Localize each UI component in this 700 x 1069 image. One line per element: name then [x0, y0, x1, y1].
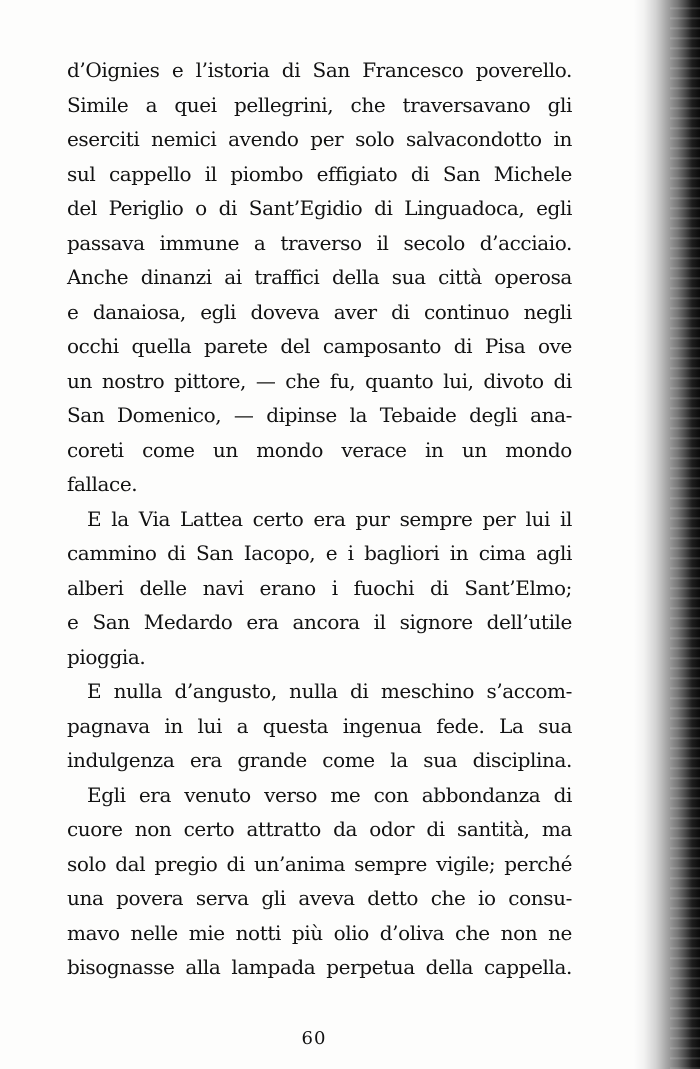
text-line: passava immune a traverso il secolo d’acciaio.	[67, 230, 572, 255]
text-line: d’Oignies e l’istoria di San Francesco poverello.	[67, 58, 572, 82]
text-line: pagnava in lui a questa ingenua fede. La sua	[67, 713, 572, 738]
text-line: alberi delle navi erano i fuochi di Sant’Elmo;	[67, 575, 572, 600]
text-line: pioggia.	[67, 644, 146, 669]
text-line: una povera serva gli aveva detto che io consu-	[67, 886, 572, 910]
text-line: San Domenico, — dipinse la Tebaide degli ana-	[67, 403, 572, 427]
text-line: Egli era venuto verso me con abbondanza di	[87, 782, 572, 807]
text-line: E nulla d’angusto, nulla di meschino s’accom-	[87, 679, 572, 703]
text-line: E la Via Lattea certo era pur sempre per lui il	[87, 506, 572, 531]
text-line: cammino di San Iacopo, e i bagliori in cima agli	[67, 541, 572, 565]
text-line: cuore non certo attratto da odor di santità, ma	[67, 817, 572, 841]
text-line: Anche dinanzi ai traffici della sua città operosa	[67, 265, 572, 289]
text-line: fallace.	[67, 472, 138, 496]
page-number: 60	[301, 1028, 327, 1049]
text-line: e danaiosa, egli doveva aver di continuo negli	[67, 299, 572, 324]
text-line: del Periglio o di Sant’Egidio di Linguadoca, egli	[67, 196, 572, 220]
text-line: un nostro pittore, — che fu, quanto lui, divoto di	[67, 368, 572, 393]
text-line: sul cappello il piombo effigiato di San Michele	[67, 161, 572, 186]
text-line: coreti come un mondo verace in un mondo	[67, 437, 572, 462]
text-line: e San Medardo era ancora il signore dell’utile	[67, 610, 572, 634]
text-line: Simile a quei pellegrini, che traversavano gli	[67, 92, 572, 117]
text-line: eserciti nemici avendo per solo salvacondotto in	[67, 127, 572, 151]
text-line: mavo nelle mie notti più olio d’oliva che non ne	[67, 920, 572, 945]
text-line: occhi quella parete del camposanto di Pisa ove	[67, 334, 572, 358]
page-edge-texture	[670, 0, 700, 1069]
text-line: indulgenza era grande come la sua disciplina.	[67, 748, 572, 772]
body-text	[67, 53, 572, 985]
text-line: bisognasse alla lampada perpetua della cappella.	[67, 955, 572, 979]
text-line: solo dal pregio di un’anima sempre vigile; perché	[67, 851, 572, 876]
